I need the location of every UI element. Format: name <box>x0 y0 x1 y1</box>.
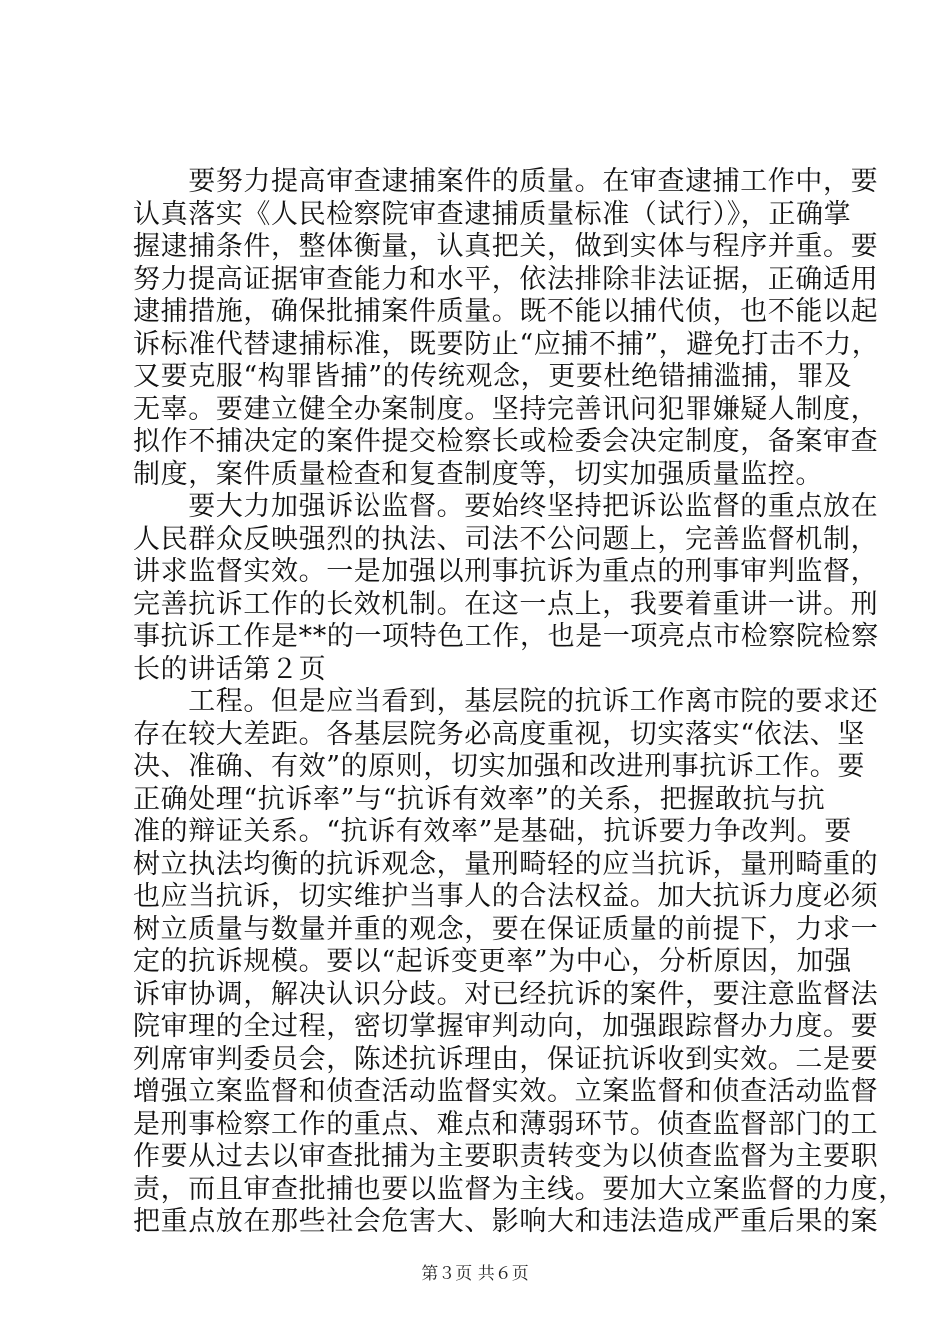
text-line: 完善抗诉工作的长效机制。在这一点上，我要着重讲一讲。刑 <box>133 588 879 620</box>
text-line: 也应当抗诉，切实维护当事人的合法权益。加大抗诉力度必须 <box>133 881 879 912</box>
text-line: 事抗诉工作是**的一项特色工作，也是一项亮点市检察院检察 <box>133 621 879 652</box>
text-line: 定的抗诉规模。要以“起诉变更率”为中心，分析原因，加强 <box>133 946 852 977</box>
text-line: 院审理的全过程，密切掌握审判动向，加强跟踪督办力度。要 <box>133 1011 879 1042</box>
text-line: 决、准确、有效”的原则，切实加强和改进刑事抗诉工作。要 <box>133 751 866 782</box>
text-line: 责，而且审查批捕也要以监督为主线。要加大立案监督的力度， <box>133 1173 906 1205</box>
text-line: 列席审判委员会，陈述抗诉理由，保证抗诉收到实效。二是要 <box>133 1043 879 1075</box>
document-body <box>133 166 906 1239</box>
text-line: 人民群众反映强烈的执法、司法不公问题上，完善监督机制， <box>133 523 879 555</box>
text-line: 增强立案监督和侦查活动监督实效。立案监督和侦查活动监督 <box>133 1076 879 1107</box>
page-number: 第３页 共６页 <box>421 1264 529 1284</box>
text-line: 诉审协调，解决认识分歧。对已经抗诉的案件，要注意监督法 <box>133 978 879 1010</box>
text-line: 制度，案件质量检查和复查制度等，切实加强质量监控。 <box>133 458 823 490</box>
text-line: 树立质量与数量并重的观念，要在保证质量的前提下，力求一 <box>133 913 879 945</box>
text-line: 把重点放在那些社会危害大、影响大和违法造成严重后果的案 <box>133 1206 879 1237</box>
text-line: 逮捕措施，确保批捕案件质量。既不能以捕代侦，也不能以起 <box>133 296 879 327</box>
text-line: 讲求监督实效。一是加强以刑事抗诉为重点的刑事审判监督， <box>133 556 879 587</box>
text-line: 准的辩证关系。“抗诉有效率”是基础，抗诉要力争改判。要 <box>133 816 852 847</box>
text-line: 拟作不捕决定的案件提交检察长或检委会决定制度，备案审查 <box>133 426 879 457</box>
text-line: 长的讲话第２页 <box>133 653 327 685</box>
text-line: 作要从过去以审查批捕为主要职责转变为以侦查监督为主要职 <box>133 1141 879 1172</box>
text-line: 正确处理“抗诉率”与“抗诉有效率”的关系，把握敢抗与抗 <box>133 783 826 815</box>
text-line: 工程。但是应当看到，基层院的抗诉工作离市院的要求还 <box>133 686 879 717</box>
text-line: 无辜。要建立健全办案制度。坚持完善讯问犯罪嫌疑人制度， <box>133 393 879 425</box>
text-line: 要努力提高审查逮捕案件的质量。在审查逮捕工作中，要 <box>133 166 879 197</box>
text-line: 是刑事检察工作的重点、难点和薄弱环节。侦查监督部门的工 <box>133 1108 879 1140</box>
text-line: 诉标准代替逮捕标准，既要防止“应捕不捕”，避免打击不力， <box>133 328 880 360</box>
text-line: 树立执法均衡的抗诉观念，量刑畸轻的应当抗诉，量刑畸重的 <box>133 848 879 880</box>
text-line: 握逮捕条件，整体衡量，认真把关，做到实体与程序并重。要 <box>133 231 879 262</box>
text-line: 努力提高证据审查能力和水平，依法排除非法证据，正确适用 <box>133 263 879 295</box>
text-line: 存在较大差距。各基层院务必高度重视，切实落实“依法、坚 <box>133 718 866 750</box>
text-line: 要大力加强诉讼监督。要始终坚持把诉讼监督的重点放在 <box>133 491 879 522</box>
page-footer <box>0 1264 950 1284</box>
text-line: 又要克服“构罪皆捕”的传统观念，更要杜绝错捕滥捕，罪及 <box>133 361 852 392</box>
text-line: 认真落实《人民检察院审查逮捕质量标准（试行）》，正确掌 <box>133 198 852 230</box>
